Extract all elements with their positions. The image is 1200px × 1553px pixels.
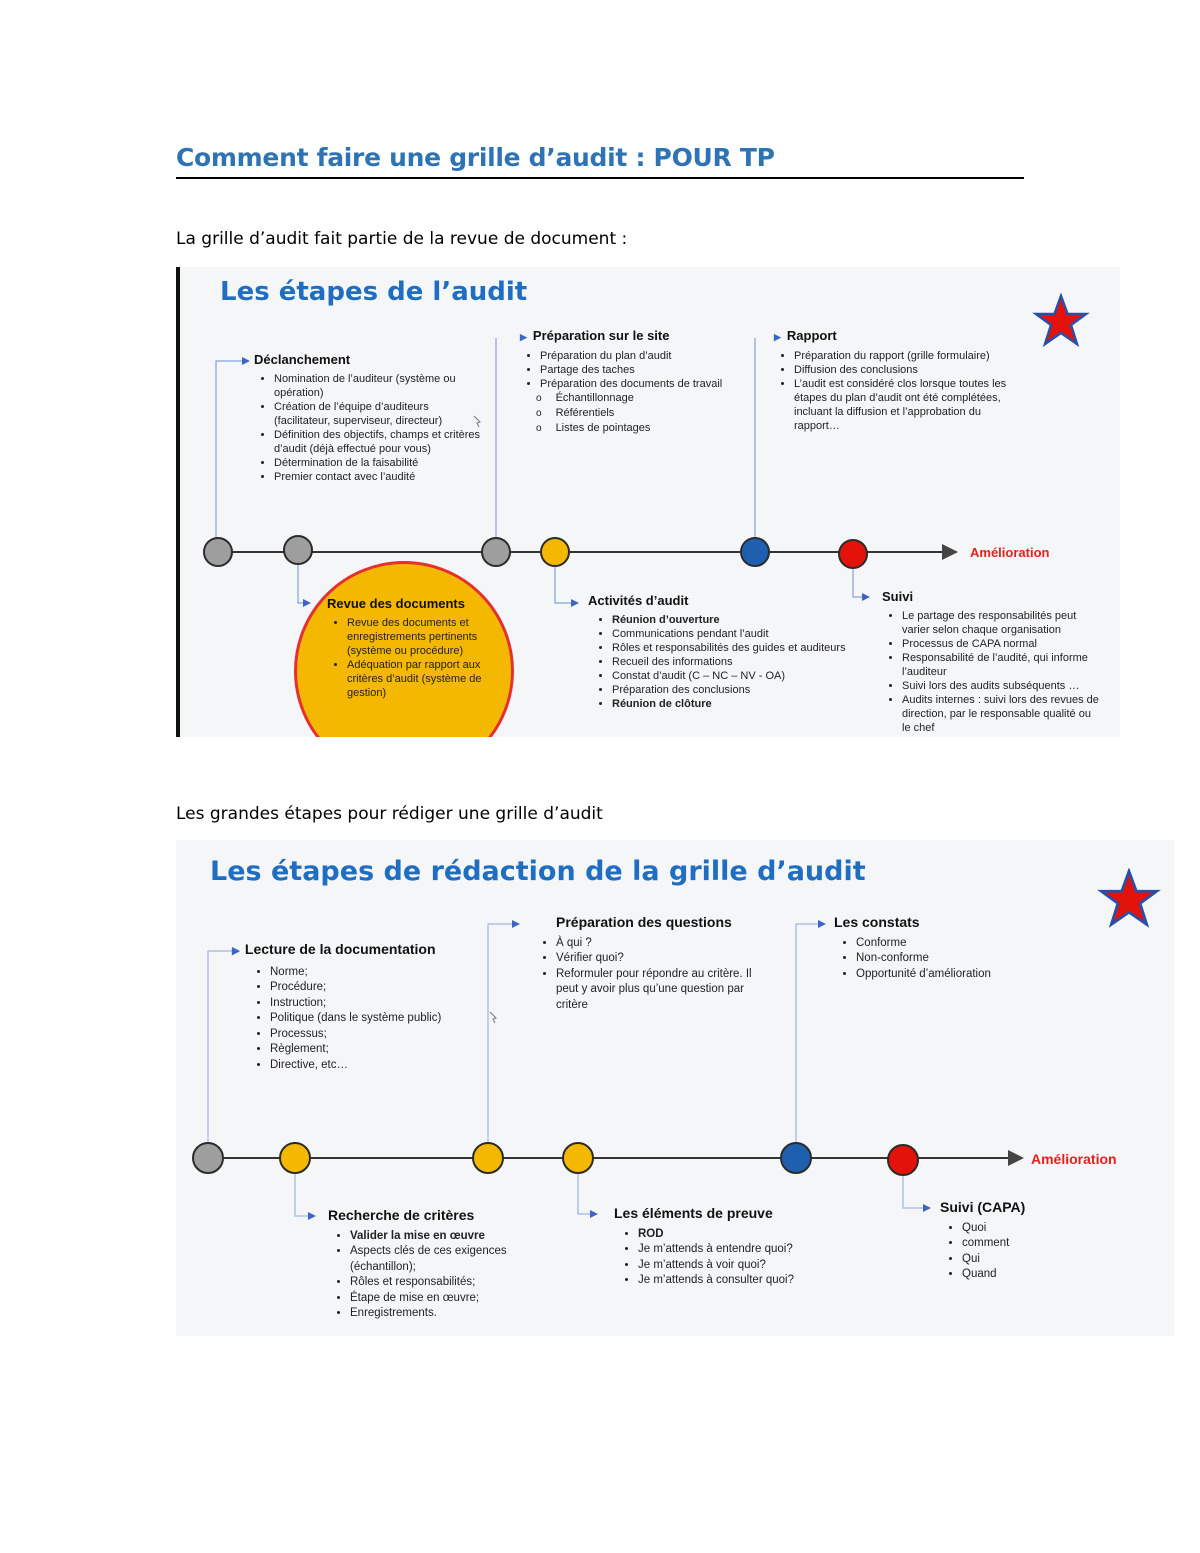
timeline-node-recherche (279, 1142, 311, 1174)
intro-paragraph: La grille d’audit fait partie de la revue de document : (176, 229, 628, 249)
list-item: • Adéquation par rapport aux critères d’audit (système de gestion) (347, 658, 497, 700)
suivi-capa-heading: Suivi (CAPA) (940, 1199, 1026, 1215)
list-item: • À qui ? (556, 936, 768, 952)
activites-audit-box (588, 594, 868, 711)
list-item: • Norme; (270, 965, 472, 981)
list-item: • Constat d’audit (C – NC – NV - OA) (612, 669, 868, 683)
timeline-node-preparation (481, 537, 511, 567)
activites-audit-heading: Activités d’audit (588, 593, 689, 608)
list-item: • Audits internes : suivi lors des revues de direction, par le responsable qualité ou le chef (902, 693, 1102, 735)
declanchement-heading: Déclanchement (254, 352, 351, 367)
list-item: • Étape de mise en œuvre; (350, 1291, 548, 1307)
list-item: • Préparation des documents de travail (540, 377, 730, 391)
timeline-node-declanchement (203, 537, 233, 567)
timeline-node-lecture (192, 1142, 224, 1174)
list-item: • Processus de CAPA normal (902, 637, 1102, 651)
list-item: • L’audit est considéré clos lorsque toutes les étapes du plan d’audit ont été complétées, incluant la diffusion et l’approbation du rapport… (794, 377, 1014, 433)
list-item: • Préparation des conclusions (612, 683, 868, 697)
list-item: • Réunion d’ouverture (612, 613, 868, 627)
sub-list-item: o Échantillonnage (536, 391, 730, 406)
preparation-site-box (520, 329, 730, 436)
list-item: • Définition des objectifs, champs et critères d’audit (déjà effectué pour vous) (274, 428, 484, 456)
rapport-box (774, 329, 1014, 433)
list-item: • Nomination de l’auditeur (système ou opération) (274, 372, 484, 400)
lecture-heading: Lecture de la documentation (244, 941, 436, 957)
suivi-heading: Suivi (882, 589, 914, 604)
timeline-node-rapport (740, 537, 770, 567)
star-icon (1096, 868, 1162, 930)
timeline-node-activites (540, 537, 570, 567)
rapport-heading: Rapport (786, 328, 837, 343)
list-item: • Le partage des responsabilités peut varier selon chaque organisation (902, 609, 1102, 637)
list-item: • Procédure; (270, 980, 472, 996)
slide-etapes-audit (176, 267, 1120, 737)
revue-documents-box (327, 597, 497, 700)
list-item: • Préparation du rapport (grille formulaire) (794, 349, 1014, 363)
list-item: • Je m’attends à voir quoi? (638, 1258, 854, 1274)
list-item: • Communications pendant l’audit (612, 627, 868, 641)
preparation-questions-box (538, 915, 768, 1013)
lecture-box (232, 942, 472, 1073)
list-item: • Suivi lors des audits subséquents … (902, 679, 1102, 693)
list-item: • Préparation du plan d’audit (540, 349, 730, 363)
list-item: • Je m’attends à consulter quoi? (638, 1273, 854, 1289)
list-item: • Instruction; (270, 996, 472, 1012)
list-item: • Vérifier quoi? (556, 951, 768, 967)
list-item: • Rôles et responsabilités des guides et auditeurs (612, 641, 868, 655)
constats-heading: Les constats (834, 914, 920, 930)
constats-box (834, 915, 1064, 982)
timeline-node-suivi (838, 539, 868, 569)
list-item: • Valider la mise en œuvre (350, 1229, 548, 1245)
list-item: • Non-conforme (856, 951, 1064, 967)
preuve-heading: Les éléments de preuve (614, 1205, 773, 1221)
list-item: • Aspects clés de ces exigences (échantillon); (350, 1244, 548, 1275)
preparation-questions-heading: Préparation des questions (556, 914, 732, 930)
list-item: • Rôles et responsabilités; (350, 1275, 548, 1291)
star-icon (1032, 293, 1090, 349)
preuve-box (614, 1206, 854, 1289)
slide2-title: Les étapes de rédaction de la grille d’audit (210, 856, 866, 887)
list-item: • Recueil des informations (612, 655, 868, 669)
triangle-bullet-icon: ▶ (774, 332, 781, 342)
timeline-node-revue (283, 535, 313, 565)
slide1-title: Les étapes de l’audit (220, 277, 528, 307)
list-item: • Opportunité d’amélioration (856, 967, 1064, 983)
list-item: • Qui (962, 1252, 1140, 1268)
list-item: • Directive, etc… (270, 1058, 472, 1074)
timeline-node-preparation-questions (472, 1142, 504, 1174)
suivi-capa-box (940, 1200, 1140, 1283)
list-item: • Création de l’équipe d’auditeurs (facilitateur, superviseur, directeur) (274, 400, 484, 428)
triangle-bullet-icon: ▶ (520, 332, 527, 342)
list-item: • Réunion de clôture (612, 697, 868, 711)
suivi-box (882, 590, 1102, 735)
timeline-node-preuve (562, 1142, 594, 1174)
sub-list-item: o Listes de pointages (536, 421, 730, 436)
preparation-site-heading: Préparation sur le site (532, 328, 670, 343)
list-item: • Reformuler pour répondre au critère. Il peut y avoir plus qu’une question par critère (556, 967, 768, 1014)
list-item: • Enregistrements. (350, 1306, 548, 1322)
list-item: • Revue des documents et enregistrements pertinents (système ou procédure) (347, 616, 497, 658)
triangle-bullet-icon: ▶ (232, 946, 239, 956)
sub-list-item: o Référentiels (536, 406, 730, 421)
list-item: • Processus; (270, 1027, 472, 1043)
recherche-heading: Recherche de critères (328, 1207, 475, 1223)
second-paragraph: Les grandes étapes pour rédiger une grille d’audit (176, 804, 603, 824)
slide-etapes-redaction (176, 840, 1174, 1336)
timeline-node-constats (780, 1142, 812, 1174)
list-item: • Premier contact avec l’audité (274, 470, 484, 484)
list-item: • Responsabilité de l’audité, qui informe l’auditeur (902, 651, 1102, 679)
list-item: • Quoi (962, 1221, 1140, 1237)
list-item: • Quand (962, 1267, 1140, 1283)
recherche-box (328, 1208, 548, 1322)
amelioration-label: Amélioration (970, 545, 1050, 560)
list-item: • Partage des taches (540, 363, 730, 377)
declanchement-box (254, 353, 484, 484)
list-item: • Diffusion des conclusions (794, 363, 1014, 377)
revue-documents-heading: Revue des documents (327, 596, 465, 611)
timeline-node-suivi-capa (887, 1144, 919, 1176)
list-item: • ROD (638, 1227, 854, 1243)
document-title: Comment faire une grille d’audit : POUR TP (176, 143, 775, 172)
list-item: • Conforme (856, 936, 1064, 952)
list-item: • Règlement; (270, 1042, 472, 1058)
list-item: • Politique (dans le système public) (270, 1011, 472, 1027)
list-item: • Détermination de la faisabilité (274, 456, 484, 470)
title-underline (176, 177, 1024, 179)
list-item: • Je m’attends à entendre quoi? (638, 1242, 854, 1258)
amelioration-label: Amélioration (1031, 1151, 1117, 1167)
list-item: • comment (962, 1236, 1140, 1252)
